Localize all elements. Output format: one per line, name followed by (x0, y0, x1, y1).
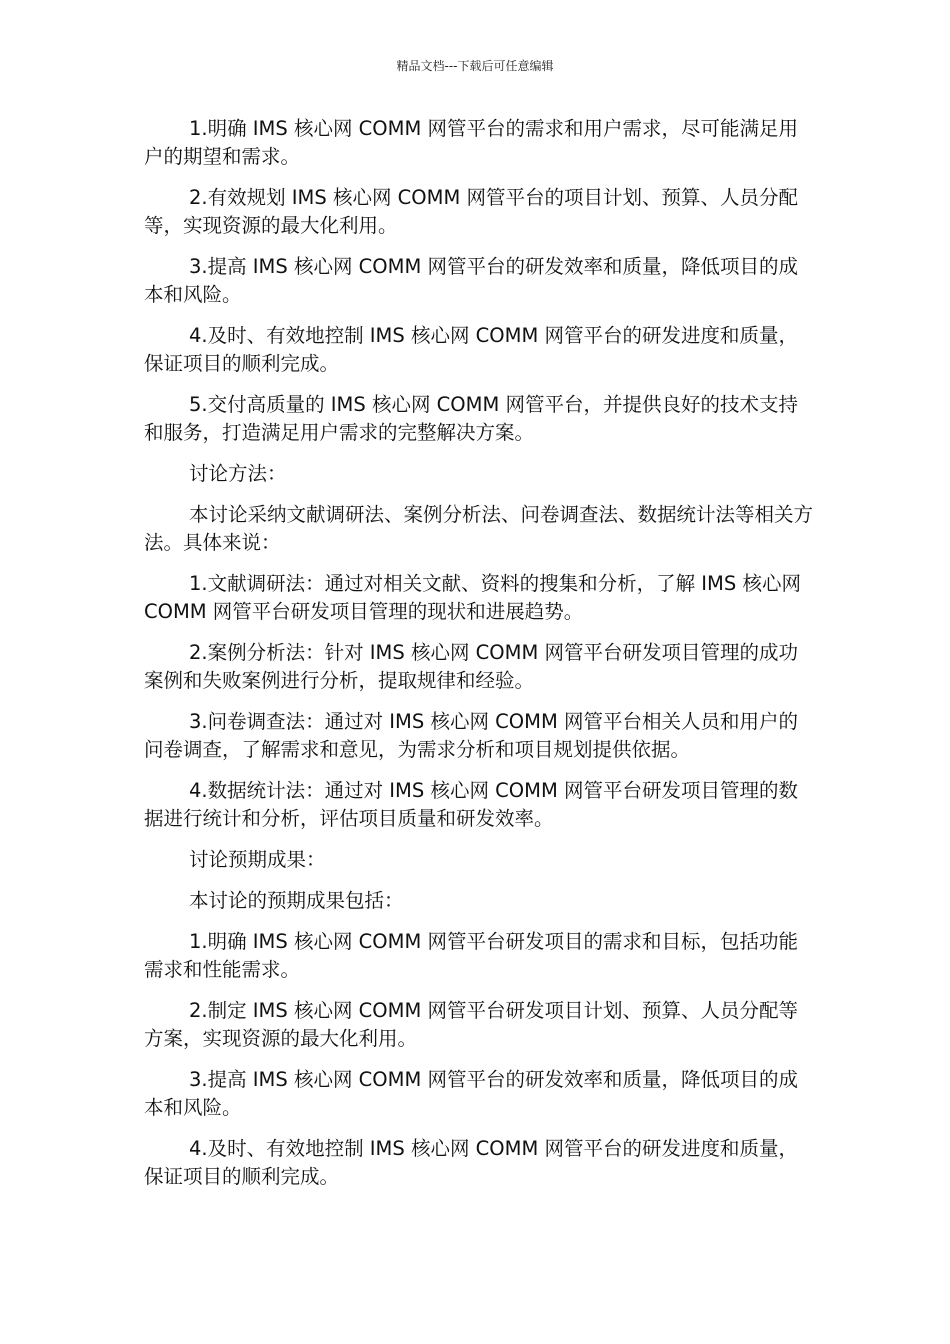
paragraph: 2.制定 IMS 核心网 COMM 网管平台研发项目计划、预算、人员分配等方案，实现资源的最大化利用。 (144, 999, 798, 1050)
page-header: 精品文档---下载后可任意编辑 (396, 59, 554, 73)
paragraph: 1.明确 IMS 核心网 COMM 网管平台的需求和用户需求，尽可能满足用户的期望和需求。 (144, 117, 798, 168)
paragraph: 3.问卷调查法：通过对 IMS 核心网 COMM 网管平台相关人员和用户的问卷调查，了解需求和意见，为需求分析和项目规划提供依据。 (144, 710, 798, 761)
paragraph: 4.及时、有效地控制 IMS 核心网 COMM 网管平台的研发进度和质量，保证项目的顺利完成。 (144, 324, 798, 375)
paragraph: 5.交付高质量的 IMS 核心网 COMM 网管平台，并提供良好的技术支持和服务，打造满足用户需求的完整解决方案。 (144, 393, 798, 444)
paragraph: 2.有效规划 IMS 核心网 COMM 网管平台的项目计划、预算、人员分配等，实现资源的最大化利用。 (144, 186, 798, 237)
section-heading: 讨论预期成果： (189, 848, 326, 871)
document-body (144, 115, 816, 1204)
section-heading: 讨论方法： (189, 462, 287, 485)
paragraph: 本讨论的预期成果包括： (189, 889, 404, 912)
paragraph: 4.数据统计法：通过对 IMS 核心网 COMM 网管平台研发项目管理的数据进行统计和分析，评估项目质量和研发效率。 (144, 779, 798, 830)
paragraph: 3.提高 IMS 核心网 COMM 网管平台的研发效率和质量，降低项目的成本和风险。 (144, 255, 798, 306)
paragraph: 1.明确 IMS 核心网 COMM 网管平台研发项目的需求和目标，包括功能需求和性能需求。 (144, 930, 798, 981)
paragraph: 本讨论采纳文献调研法、案例分析法、问卷调查法、数据统计法等相关方法。具体来说： (144, 503, 814, 554)
paragraph: 1.文献调研法：通过对相关文献、资料的搜集和分析，了解 IMS 核心网 COMM 网管平台研发项目管理的现状和进展趋势。 (144, 572, 801, 623)
paragraph: 2.案例分析法：针对 IMS 核心网 COMM 网管平台研发项目管理的成功案例和失败案例进行分析，提取规律和经验。 (144, 641, 798, 692)
paragraph: 4.及时、有效地控制 IMS 核心网 COMM 网管平台的研发进度和质量，保证项目的顺利完成。 (144, 1137, 798, 1188)
paragraph: 3.提高 IMS 核心网 COMM 网管平台的研发效率和质量，降低项目的成本和风险。 (144, 1068, 798, 1119)
